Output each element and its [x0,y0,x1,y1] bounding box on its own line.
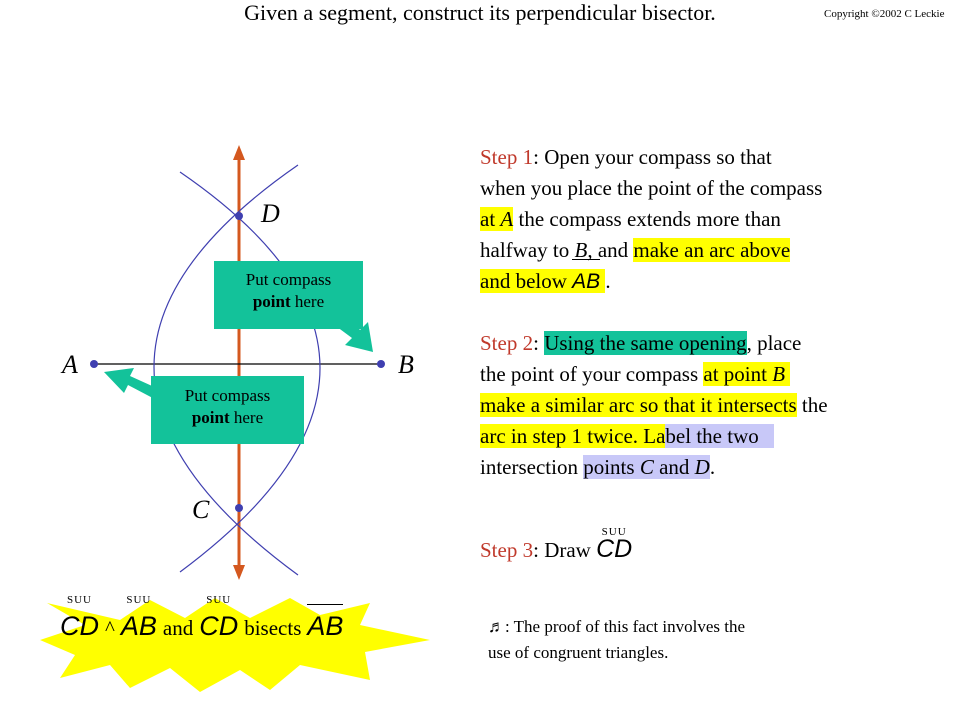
callout-line2: point here [252,292,325,311]
point-c-dot [235,504,243,512]
line-cd-symbol: SUU CD [199,594,239,641]
line-cd-symbol: SUU CD [60,594,99,641]
point-b-label: B [398,350,414,379]
page-title: Given a segment, construct its perpendicular bisector. [244,0,716,25]
callout-compass-at-a [151,376,304,444]
step-1: Step 1: Open your compass so that when you place the point of the compass at A the compass extends more than halfway to B, and make an arc above and below AB . [480,142,822,297]
callout-line1: Put compass [184,386,271,405]
segment-ab-symbol: AB [572,266,600,297]
step-2-label: Step 2 [480,331,534,355]
point-d-label: D [261,199,280,228]
point-a-label: A [62,350,78,379]
step-3: Step 3: Draw SUU CD [480,534,632,566]
perpendicular-symbol: ^ [105,616,115,640]
point-b-dot [377,360,385,368]
callout-line2: point here [191,408,264,427]
arrowhead-down [233,565,245,580]
step-2: Step 2: Using the same opening, place the point of your compass at point B make a similar arc so that it intersects the arc in step 1 twice. Label the two intersection points C and D. [480,331,828,479]
point-c-label: C [192,495,210,524]
step-1-label: Step 1 [480,145,534,169]
step-3-label: Step 3 [480,538,534,562]
proof-note: ♬: The proof of this fact involves the use of congruent triangles. [488,617,745,662]
copyright-text: Copyright ©2002 C Leckie [824,8,945,20]
point-a-dot [90,360,98,368]
point-d-dot [235,212,243,220]
callout-line1: Put compass [245,270,332,289]
callout-compass-at-b [214,261,363,329]
arrowhead-up [233,145,245,160]
line-ab-symbol: SUU AB [120,594,157,641]
music-note-icon: ♬ [488,617,505,636]
segment-ab-symbol: AB [307,611,343,642]
conclusion-statement: SUU CD ^ SUU AB and SUU CD bisects AB [60,594,344,641]
line-cd-symbol: SUU CD [596,526,633,563]
